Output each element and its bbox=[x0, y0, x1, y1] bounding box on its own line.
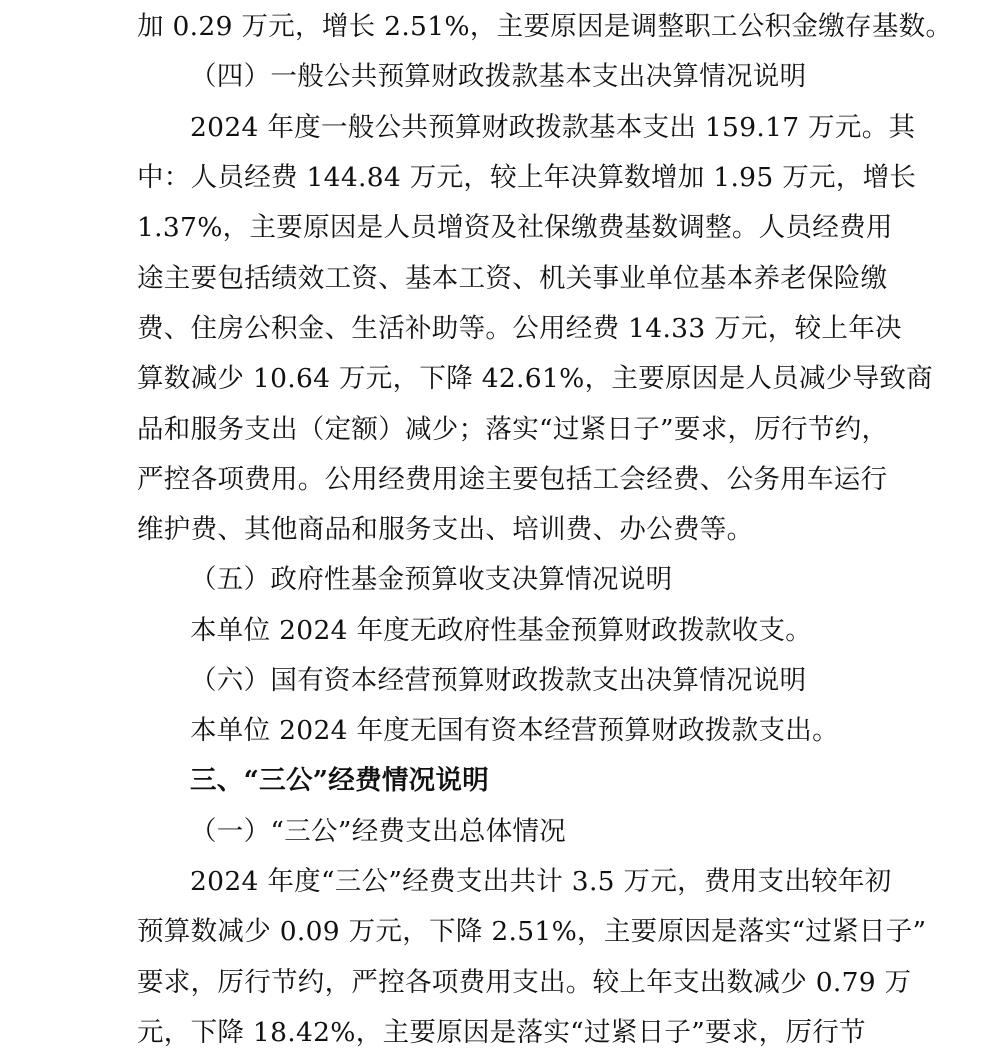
heading-text: （五）政府性基金预算收支决算情况说明 bbox=[190, 564, 673, 595]
paragraph-line bbox=[0, 354, 1000, 404]
line-text: 算数减少 10.64 万元，下降 42.61%，主要原因是人员减少导致商 bbox=[137, 363, 933, 394]
paragraph-line bbox=[0, 103, 1000, 153]
section-heading-4 bbox=[0, 52, 1000, 102]
paragraph-line bbox=[0, 455, 1000, 505]
line-text: 途主要包括绩效工资、基本工资、机关事业单位基本养老保险缴 bbox=[137, 263, 888, 294]
paragraph-line bbox=[0, 2, 1000, 52]
line-text: 元，下降 18.42%，主要原因是落实“过紧日子”要求，厉行节 bbox=[137, 1017, 866, 1048]
line-text: 品和服务支出（定额）减少；落实“过紧日子”要求，厉行节约， bbox=[137, 414, 889, 445]
line-text: 本单位 2024 年度无国有资本经营预算财政拨款支出。 bbox=[190, 715, 839, 746]
line-text: 2024 年度“三公”经费支出共计 3.5 万元，费用支出较年初 bbox=[190, 866, 892, 897]
paragraph-line bbox=[0, 153, 1000, 203]
line-text: 1.37%，主要原因是人员增资及社保缴费基数调整。人员经费用 bbox=[137, 212, 893, 243]
line-text: 费、住房公积金、生活补助等。公用经费 14.33 万元，较上年决 bbox=[137, 313, 902, 344]
paragraph-line bbox=[0, 907, 1000, 957]
paragraph-line bbox=[0, 505, 1000, 555]
line-text: 加 0.29 万元，增长 2.51%，主要原因是调整职工公积金缴存基数。 bbox=[137, 11, 953, 42]
section-heading-3 bbox=[0, 756, 1000, 806]
heading-text: 三、“三公”经费情况说明 bbox=[190, 765, 490, 796]
line-text: 预算数减少 0.09 万元，下降 2.51%，主要原因是落实“过紧日子” bbox=[137, 916, 927, 947]
paragraph-line bbox=[0, 1008, 1000, 1058]
paragraph-line bbox=[0, 405, 1000, 455]
line-text: 严控各项费用。公用经费用途主要包括工会经费、公务用车运行 bbox=[137, 464, 888, 495]
heading-text: （六）国有资本经营预算财政拨款支出决算情况说明 bbox=[190, 665, 807, 696]
paragraph-line bbox=[0, 254, 1000, 304]
paragraph-line bbox=[0, 958, 1000, 1008]
paragraph-line bbox=[0, 857, 1000, 907]
line-text: 维护费、其他商品和服务支出、培训费、办公费等。 bbox=[137, 514, 754, 545]
heading-text: （一）“三公”经费支出总体情况 bbox=[190, 816, 567, 847]
paragraph-line bbox=[0, 606, 1000, 656]
section-heading-5 bbox=[0, 555, 1000, 605]
line-text: 要求，厉行节约，严控各项费用支出。较上年支出数减少 0.79 万 bbox=[137, 967, 912, 998]
line-text: 中：人员经费 144.84 万元，较上年决算数增加 1.95 万元，增长 bbox=[137, 162, 917, 193]
section-heading-6 bbox=[0, 656, 1000, 706]
paragraph-line bbox=[0, 304, 1000, 354]
line-text: 2024 年度一般公共预算财政拨款基本支出 159.17 万元。其 bbox=[190, 112, 916, 143]
heading-text: （四）一般公共预算财政拨款基本支出决算情况说明 bbox=[190, 61, 807, 92]
paragraph-line bbox=[0, 706, 1000, 756]
subsection-heading-1 bbox=[0, 807, 1000, 857]
paragraph-line bbox=[0, 203, 1000, 253]
line-text: 本单位 2024 年度无政府性基金预算财政拨款收支。 bbox=[190, 615, 813, 646]
